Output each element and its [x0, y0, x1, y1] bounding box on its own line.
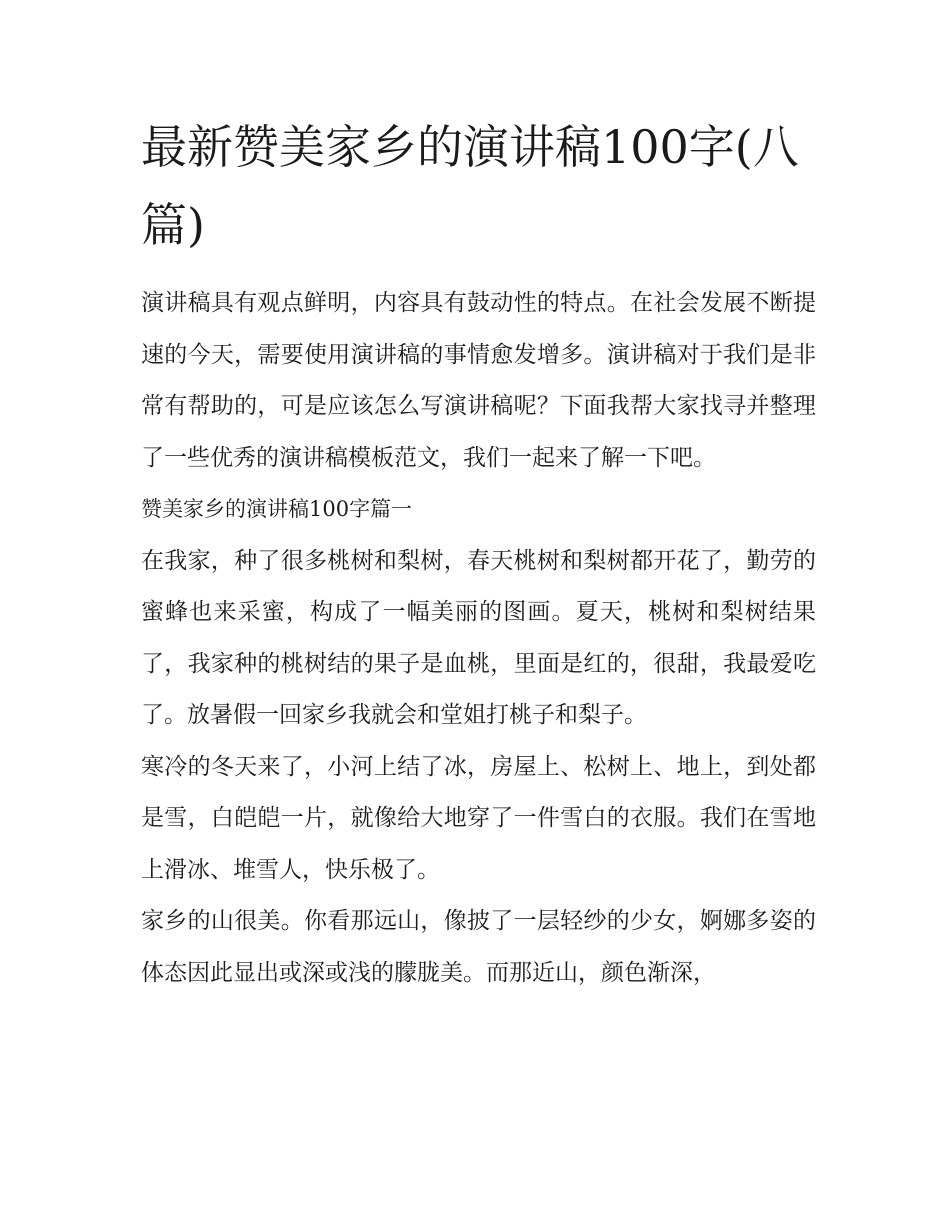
body-paragraph: 家乡的山很美。你看那远山，像披了一层轻纱的少女，婀娜多姿的体态因此显出或深或浅的朦胧美。而那近山，颜色渐深，	[141, 908, 816, 986]
document-title: 最新赞美家乡的演讲稿100字(八篇)	[141, 120, 799, 252]
body-paragraph: 在我家，种了很多桃树和梨树，春天桃树和梨树都开花了，勤劳的蜜蜂也来采蜜，构成了一幅美丽的图画。夏天，桃树和梨树结果了，我家种的桃树结的果子是血桃，里面是红的，很甜，我最爱吃了。放暑假一回家乡我就会和堂姐打桃子和梨子。	[141, 547, 816, 728]
intro-paragraph: 演讲稿具有观点鲜明，内容具有鼓动性的特点。在社会发展不断提速的今天，需要使用演讲稿的事情愈发增多。演讲稿对于我们是非常有帮助的，可是应该怎么写演讲稿呢？下面我帮大家找寻并整理了一些优秀的演讲稿模板范文，我们一起来了解一下吧。	[141, 290, 816, 471]
section-heading: 赞美家乡的演讲稿100字篇一	[141, 497, 413, 521]
document-content	[141, 108, 816, 999]
body-paragraph: 寒冷的冬天来了，小河上结了冰，房屋上、松树上、地上，到处都是雪，白皑皑一片，就像给大地穿了一件雪白的衣服。我们在雪地上滑冰、堆雪人，快乐极了。	[141, 753, 816, 883]
